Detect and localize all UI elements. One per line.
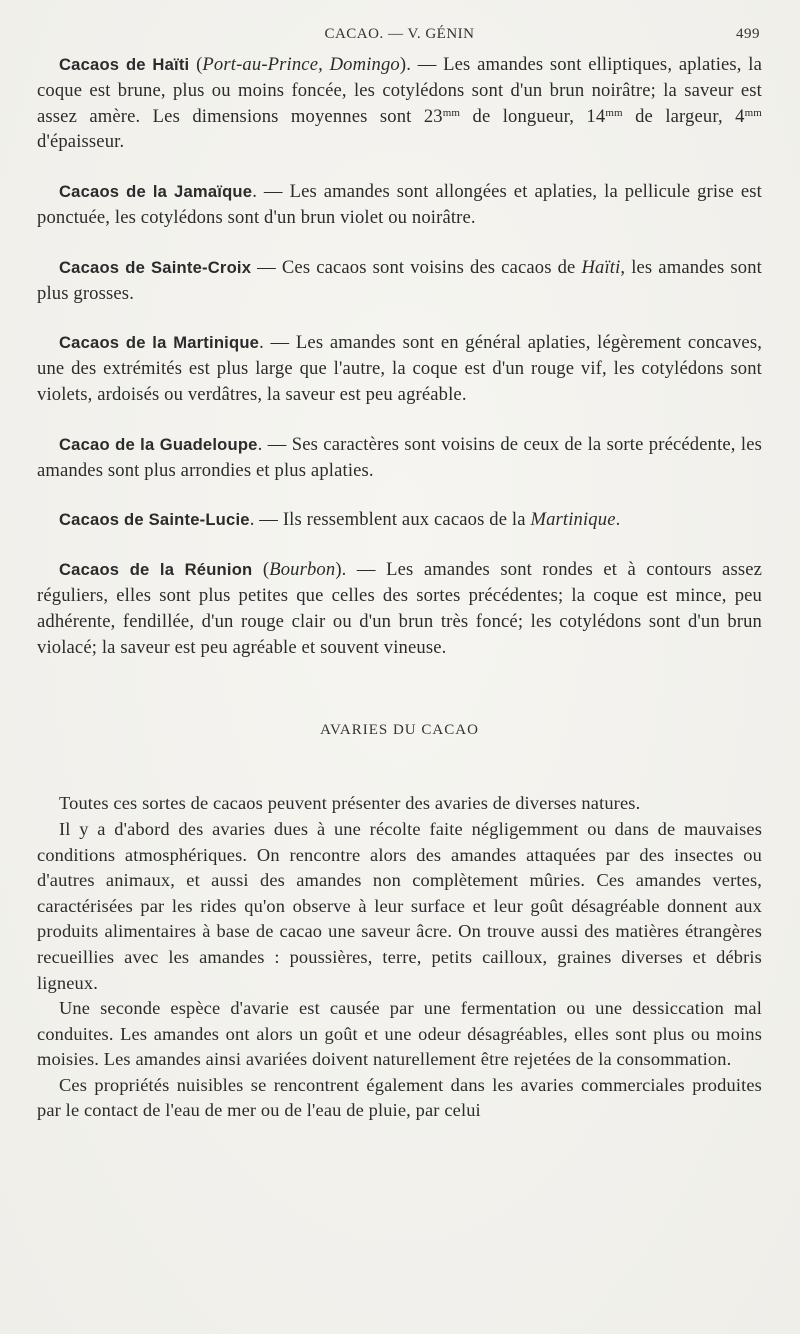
entry-text: — Ces cacaos sont voisins des cacaos de xyxy=(251,256,582,278)
entry-title: Cacaos de Sainte-Croix xyxy=(59,257,252,277)
body-paragraph: Toutes ces sortes de cacaos peuvent présenter des avaries de diverses natures. xyxy=(59,793,641,814)
entry-text: de longueur, 14 xyxy=(460,105,606,127)
section-title: AVARIES DU CACAO xyxy=(320,722,479,739)
entry-text: . — Ses caractères sont voisins de ceux de la sorte précédente, les amandes sont plus arrondies et plus aplaties. xyxy=(37,433,762,481)
entry-text: . xyxy=(615,509,621,531)
entry-text: ). — Les amandes sont rondes et à contours assez réguliers, elles sont plus petites que celles des sortes précédentes; la coque est mince, peu adhérente, fendillée, d'un rouge clair ou d'un brun très foncé; les cotylédons sont d'un brun violacé; la saveur est peu agréable et souvent vineuse. xyxy=(37,559,763,658)
unit-superscript: mm xyxy=(442,106,461,119)
entry-title: Cacaos de Sainte-Lucie xyxy=(59,510,250,530)
entry-text: . — Ils ressemblent aux cacaos de la xyxy=(249,509,531,531)
entry-sainte-lucie xyxy=(37,507,762,533)
entry-text: ( xyxy=(252,559,270,581)
entry-text: . — Les amandes sont allongées et aplaties, la pellicule grise est ponctuée, les cotylédons sont d'un brun violet ou noirâtre. xyxy=(37,181,762,228)
entry-italic: Port-au-Prince, Domingo xyxy=(202,54,400,75)
entry-italic: Haïti xyxy=(581,256,621,278)
entry-haiti xyxy=(37,52,762,155)
entry-italic: Martinique xyxy=(530,509,616,531)
body-paragraph: Ces propriétés nuisibles se rencontrent également dans les avaries commerciales produites par le contact de l'eau de mer ou de l'eau de pluie, par celui xyxy=(37,1074,762,1121)
body-paragraph: Il y a d'abord des avaries dues à une récolte faite négligemment ou dans de mauvaises conditions atmosphériques. On rencontre alors des amandes attaquées par des insectes ou d'autres animaux, et aussi des amandes non complètement mûries. Ces amandes vertes, caractérisées par les rides qu'on observe à leur surface et leur goût désagréable donnent aux produits alimentaires à base de cacao une saveur âcre. On trouve aussi des matières étrangères recueillies avec les amandes : poussières, terre, petits cailloux, graines diverses et débris ligneux. xyxy=(37,818,762,993)
unit-superscript: mm xyxy=(605,106,623,119)
entry-text: ). — Les amandes sont elliptiques, aplaties, la coque est brune, plus ou moins foncée, les cotylédons sont d'un brun noirâtre; la saveur est assez amère. Les dimensions moyennes sont 23 xyxy=(37,54,763,127)
entry-title: Cacaos de Haïti xyxy=(59,55,190,74)
unit-superscript: mm xyxy=(744,106,762,119)
entry-martinique xyxy=(37,330,762,407)
entry-reunion xyxy=(37,557,762,660)
body-paragraph: Une seconde espèce d'avarie est causée par une fermentation ou une dessiccation mal conduites. Les amandes ont alors un goût et une odeur désagréables, elles sont plus ou moins moisies. Les amandes ainsi avariées doivent naturellement être rejetées de la consommation. xyxy=(37,998,762,1070)
entry-guadeloupe xyxy=(37,432,762,484)
entry-title: Cacao de la Guadeloupe xyxy=(59,434,258,454)
entry-title: Cacaos de la Réunion xyxy=(59,560,253,580)
entry-italic: Bourbon xyxy=(269,559,336,581)
page-number: 499 xyxy=(736,26,760,42)
entry-text: de largeur, 4 xyxy=(622,105,745,127)
entry-text: . — Les amandes sont en général aplaties, légèrement concaves, une des extrémités est plus large que l'autre, la coque est d'un rouge vif, les cotylédons sont violets, ardoisés ou verdâtres, la saveur est peu agréable. xyxy=(37,332,762,405)
entry-text: d'épaisseur. xyxy=(37,131,125,153)
entry-sainte-croix xyxy=(37,255,762,307)
entry-text: ( xyxy=(189,54,203,75)
entry-jamaique xyxy=(37,179,762,231)
entry-title: Cacaos de la Martinique xyxy=(59,333,260,353)
running-head xyxy=(37,22,762,52)
entry-text: , les amandes sont plus grosses. xyxy=(37,256,762,304)
entry-title: Cacaos de la Jamaïque xyxy=(59,182,253,202)
running-title: CACAO. — V. GÉNIN xyxy=(324,26,475,42)
